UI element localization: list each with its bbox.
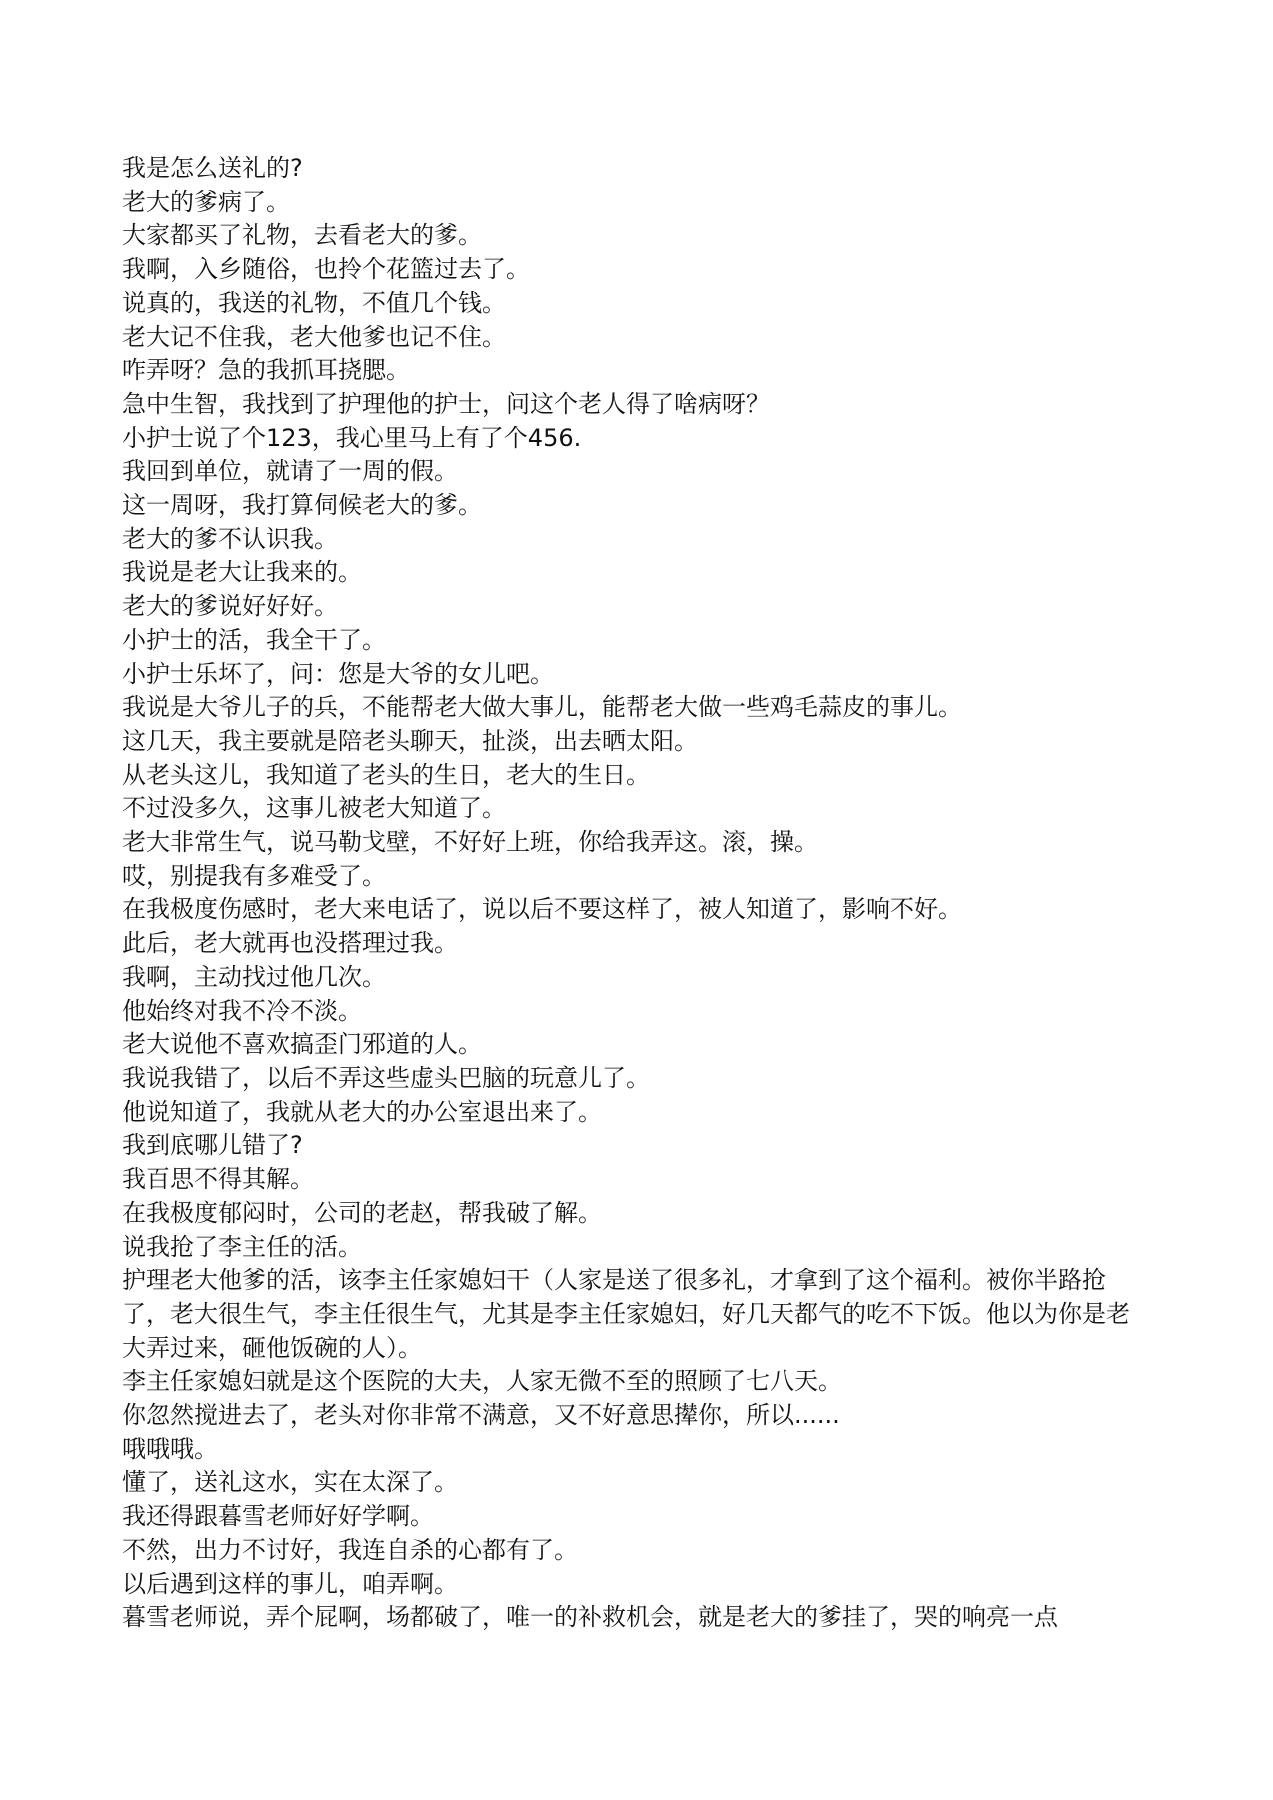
text-line: 咋弄呀？急的我抓耳挠腮。 xyxy=(122,356,410,385)
text-line: 急中生智，我找到了护理他的护士，问这个老人得了啥病呀？ xyxy=(122,389,770,418)
text-line: 老大的爹说好好好。 xyxy=(122,592,338,621)
text-line: 说真的，我送的礼物，不值几个钱。 xyxy=(122,288,506,317)
text-line: 哎，别提我有多难受了。 xyxy=(122,861,386,890)
text-line: 我啊，入乡随俗，也拎个花篮过去了。 xyxy=(122,255,530,284)
text-line: 说我抢了李主任的活。 xyxy=(122,1232,362,1261)
text-line: 我是怎么送礼的? xyxy=(122,154,303,182)
text-line: 这几天，我主要就是陪老头聊天，扯淡，出去晒太阳。 xyxy=(122,726,698,755)
text-line: 老大非常生气，说马勒戈壁，不好好上班，你给我弄这。滚，操。 xyxy=(122,828,818,857)
text-line: 老大记不住我，老大他爹也记不住。 xyxy=(122,322,506,351)
text-line: 从老头这儿，我知道了老头的生日，老大的生日。 xyxy=(122,760,650,789)
text-line: 老大的爹不认识我。 xyxy=(122,524,338,553)
text-line: 不过没多久，这事儿被老大知道了。 xyxy=(122,794,506,823)
text-line: 此后，老大就再也没搭理过我。 xyxy=(122,929,458,958)
text-line: 我啊，主动找过他几次。 xyxy=(122,962,386,991)
text-line: 我到底哪儿错了? xyxy=(122,1131,303,1160)
text-line: 小护士乐坏了，问：您是大爷的女儿吧。 xyxy=(122,659,554,688)
text-line: 你忽然搅进去了，老头对你非常不满意，又不好意思撵你，所以...... xyxy=(122,1401,840,1430)
text-line: 暮雪老师说，弄个屁啊，场都破了，唯一的补救机会，就是老大的爹挂了，哭的响亮一点 xyxy=(122,1603,1058,1632)
text-line: 我说是老大让我来的。 xyxy=(122,558,362,587)
text-line: 哦哦哦。 xyxy=(122,1434,218,1463)
text-line: 在我极度伤感时，老大来电话了，说以后不要这样了，被人知道了，影响不好。 xyxy=(122,895,962,924)
text-line: 大家都买了礼物，去看老大的爹。 xyxy=(122,221,482,250)
text-line: 小护士的活，我全干了。 xyxy=(122,625,386,654)
text-line: 护理老大他爹的活，该李主任家媳妇干（人家是送了很多礼，才拿到了这个福利。被你半路抢了，老大很生气，李主任很生气，尤其是李主任家媳妇，好几天都气的吃不下饭。他以为你是老大弄过来，砸他饭碗的人）。 xyxy=(122,1266,1130,1362)
text-line: 这一周呀，我打算伺候老大的爹。 xyxy=(122,491,482,520)
text-line: 李主任家媳妇就是这个医院的大夫，人家无微不至的照顾了七八天。 xyxy=(122,1367,842,1396)
text-line: 老大说他不喜欢搞歪门邪道的人。 xyxy=(122,1030,482,1059)
text-line: 懂了，送礼这水，实在太深了。 xyxy=(122,1468,458,1497)
text-line: 我说是大爷儿子的兵，不能帮老大做大事儿，能帮老大做一些鸡毛蒜皮的事儿。 xyxy=(122,693,962,722)
text-line: 小护士说了个123，我心里马上有了个456. xyxy=(122,423,582,452)
text-line: 我说我错了，以后不弄这些虚头巴脑的玩意儿了。 xyxy=(122,1063,650,1092)
text-line: 他始终对我不冷不淡。 xyxy=(122,996,362,1025)
document-body xyxy=(122,152,1152,1635)
text-line: 老大的爹病了。 xyxy=(122,187,290,216)
text-line: 我还得跟暮雪老师好好学啊。 xyxy=(122,1502,434,1531)
text-line: 我回到单位，就请了一周的假。 xyxy=(122,457,458,486)
text-line: 我百思不得其解。 xyxy=(122,1165,314,1194)
text-line: 以后遇到这样的事儿，咱弄啊。 xyxy=(122,1569,458,1598)
text-line: 他说知道了，我就从老大的办公室退出来了。 xyxy=(122,1097,602,1126)
text-line: 在我极度郁闷时，公司的老赵，帮我破了解。 xyxy=(122,1198,602,1227)
text-line: 不然，出力不讨好，我连自杀的心都有了。 xyxy=(122,1535,578,1564)
